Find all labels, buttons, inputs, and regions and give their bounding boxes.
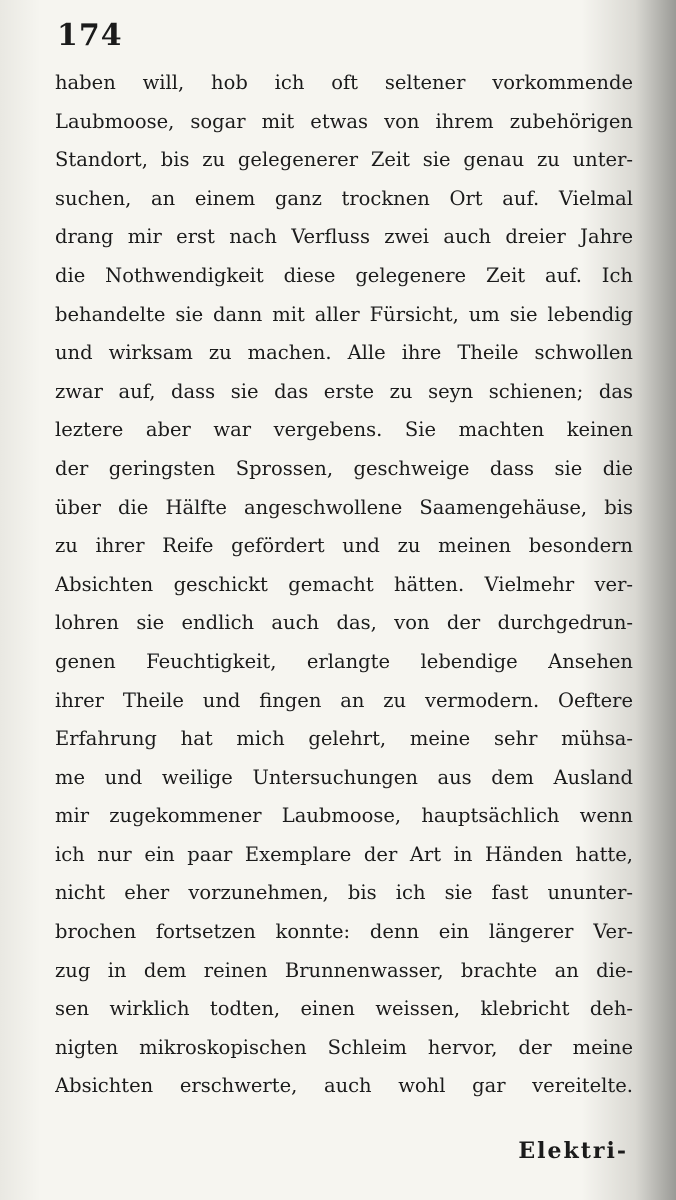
text-line: me und weilige Untersuchungen aus dem Ausland (55, 765, 633, 789)
text-line: Absichten erschwerte, auch wohl gar vereitelte. (55, 1074, 633, 1098)
text-line: lohren sie endlich auch das, von der durchgedrun- (55, 611, 633, 635)
text-line: der geringsten Sprossen, geschweige dass sie die (55, 456, 633, 480)
text-line: nigten mikroskopischen Schleim hervor, der meine (55, 1035, 633, 1059)
text-line: Absichten geschickt gemacht hätten. Vielmehr ver- (55, 572, 633, 596)
text-line: Erfahrung hat mich gelehrt, meine sehr mühsa- (55, 727, 633, 751)
text-line: brochen fortsetzen konnte: denn ein längerer Ver- (55, 920, 633, 944)
text-line: zu ihrer Reife gefördert und zu meinen besondern (55, 534, 633, 558)
page-number: 174 (57, 18, 123, 53)
text-line: ihrer Theile und fingen an zu vermodern. Oeftere (55, 688, 633, 712)
text-line: leztere aber war vergebens. Sie machten keinen (55, 418, 633, 442)
text-line: genen Feuchtigkeit, erlangte lebendige Ansehen (55, 649, 633, 673)
catchword: Elektri- (518, 1138, 628, 1164)
text-line: zwar auf, dass sie das erste zu seyn schienen; das (55, 379, 633, 403)
text-line: die Nothwendigkeit diese gelegenere Zeit auf. Ich (55, 263, 633, 287)
text-line: drang mir erst nach Verfluss zwei auch dreier Jahre (55, 225, 633, 249)
text-line: über die Hälfte angeschwollene Saamengehäuse, bis (55, 495, 633, 519)
text-line: Laubmoose, sogar mit etwas von ihrem zubehörigen (55, 109, 633, 133)
text-line: behandelte sie dann mit aller Fürsicht, um sie lebendig (55, 302, 633, 326)
text-line: sen wirklich todten, einen weissen, klebricht deh- (55, 997, 633, 1021)
text-line: ich nur ein paar Exemplare der Art in Händen hatte, (55, 842, 633, 866)
text-line: und wirksam zu machen. Alle ihre Theile schwollen (55, 341, 633, 365)
text-line: nicht eher vorzunehmen, bis ich sie fast ununter- (55, 881, 633, 905)
body-text (55, 64, 633, 1106)
text-line: haben will, hob ich oft seltener vorkommende (55, 71, 633, 94)
text-line: suchen, an einem ganz trocknen Ort auf. Vielmal (55, 186, 633, 210)
text-line: mir zugekommener Laubmoose, hauptsächlich wenn (55, 804, 633, 828)
text-line: Standort, bis zu gelegenerer Zeit sie genau zu unter- (55, 148, 633, 172)
text-line: zug in dem reinen Brunnenwasser, brachte an die- (55, 958, 633, 982)
